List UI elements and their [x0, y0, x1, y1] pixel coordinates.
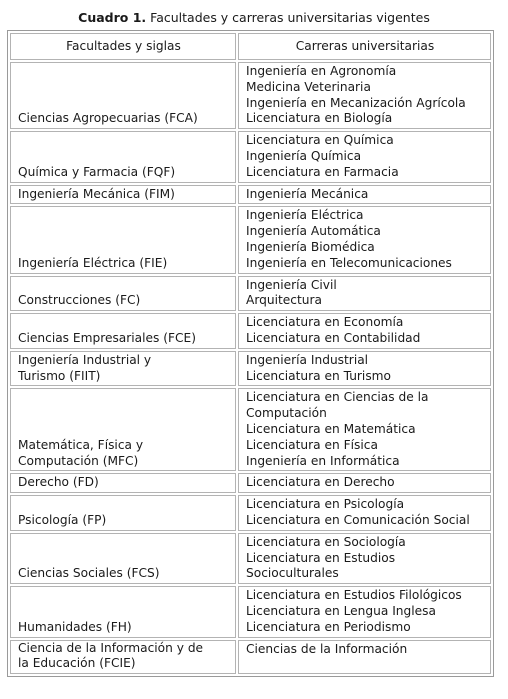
- career-name: Licenciatura en Farmacia: [246, 164, 399, 179]
- faculty-name: Computación (MFC): [18, 453, 139, 468]
- faculty-name: Química y Farmacia (FQF): [18, 164, 176, 179]
- career-name: Ciencias de la Información: [246, 641, 408, 656]
- table-container: [7, 30, 494, 677]
- career-name: Ingeniería Mecánica: [246, 186, 369, 201]
- table-row: [10, 313, 491, 349]
- faculty-cell: [10, 473, 236, 493]
- table-row: [10, 533, 491, 584]
- faculty-cell: [10, 388, 236, 471]
- table-row: [10, 131, 491, 182]
- career-name: Licenciatura en Periodismo: [246, 619, 411, 634]
- career-name: Licenciatura en Comunicación Social: [246, 512, 470, 527]
- faculty-cell: [10, 276, 236, 312]
- faculty-cell: [10, 131, 236, 182]
- career-name: Socioculturales: [246, 566, 339, 581]
- faculty-name: Ciencias Agropecuarias (FCA): [18, 111, 198, 126]
- header-faculties: Facultades y siglas: [10, 33, 236, 60]
- faculty-cell: [10, 313, 236, 349]
- faculty-cell: [10, 62, 236, 129]
- faculty-cell: [10, 185, 236, 205]
- faculties-table: [7, 30, 494, 677]
- career-name: Ingeniería Industrial: [246, 352, 369, 367]
- caption-label: Cuadro 1.: [78, 10, 147, 25]
- faculty-name: Psicología (FP): [18, 512, 107, 527]
- careers-cell: [238, 640, 491, 675]
- table-row: [10, 388, 491, 471]
- career-name: Medicina Veterinaria: [246, 79, 371, 94]
- careers-cell: [238, 313, 491, 349]
- faculty-cell: [10, 640, 236, 675]
- career-name: Ingeniería en Agronomía: [246, 64, 397, 78]
- header-careers: Carreras universitarias: [238, 33, 491, 60]
- table-row: [10, 640, 491, 675]
- career-name: Licenciatura en Turismo: [246, 368, 391, 383]
- table-caption: [0, 0, 508, 25]
- careers-cell: [238, 276, 491, 312]
- careers-cell: [238, 495, 491, 531]
- career-name: Ingeniería en Telecomunicaciones: [246, 255, 452, 270]
- career-name: Licenciatura en Física: [246, 437, 378, 452]
- faculty-cell: [10, 586, 236, 637]
- table-body: [10, 62, 491, 674]
- caption-text: Facultades y carreras universitarias vigentes: [150, 10, 430, 25]
- careers-cell: [238, 586, 491, 637]
- career-name: Licenciatura en Economía: [246, 315, 404, 330]
- career-name: Ingeniería Automática: [246, 224, 381, 239]
- table-row: [10, 206, 491, 273]
- career-name: Ingeniería en Mecanización Agrícola: [246, 95, 466, 110]
- faculty-name: Ingeniería Eléctrica (FIE): [18, 255, 168, 270]
- faculty-cell: [10, 351, 236, 387]
- career-name: Licenciatura en Contabilidad: [246, 330, 421, 345]
- faculty-name: Ciencias Sociales (FCS): [18, 566, 160, 581]
- careers-cell: [238, 62, 491, 129]
- career-name: Licenciatura en Ciencias de la: [246, 390, 429, 405]
- career-name: Licenciatura en Estudios: [246, 550, 396, 565]
- career-name: Ingeniería Química: [246, 148, 362, 163]
- faculty-cell: [10, 495, 236, 531]
- careers-cell: [238, 131, 491, 182]
- faculty-name: la Educación (FCIE): [18, 656, 136, 671]
- career-name: Licenciatura en Estudios Filológicos: [246, 588, 462, 603]
- career-name: Ingeniería en Informática: [246, 453, 400, 468]
- faculty-name: Ingeniería Mecánica (FIM): [18, 186, 175, 201]
- career-name: Licenciatura en Sociología: [246, 534, 406, 549]
- faculty-cell: [10, 533, 236, 584]
- career-name: Licenciatura en Lengua Inglesa: [246, 603, 436, 618]
- career-name: Ingeniería Civil: [246, 277, 337, 292]
- table-row: [10, 473, 491, 493]
- table-row: [10, 495, 491, 531]
- faculty-name: Construcciones (FC): [18, 293, 141, 308]
- faculty-name: Matemática, Física y: [18, 437, 144, 452]
- table-row: [10, 351, 491, 387]
- career-name: Ingeniería Biomédica: [246, 239, 375, 254]
- career-name: Computación: [246, 406, 327, 421]
- faculty-name: Ciencia de la Información y de: [18, 640, 204, 655]
- careers-cell: [238, 533, 491, 584]
- career-name: Ingeniería Eléctrica: [246, 208, 364, 223]
- faculty-name: Turismo (FIIT): [18, 368, 101, 383]
- career-name: Licenciatura en Psicología: [246, 497, 405, 512]
- table-row: [10, 185, 491, 205]
- faculty-name: Ciencias Empresariales (FCE): [18, 330, 196, 345]
- careers-cell: [238, 206, 491, 273]
- table-row: [10, 276, 491, 312]
- table-header-row: [10, 33, 491, 60]
- career-name: Licenciatura en Matemática: [246, 421, 416, 436]
- faculty-name: Ingeniería Industrial y: [18, 352, 152, 367]
- table-row: [10, 586, 491, 637]
- table-row: [10, 62, 491, 129]
- career-name: Licenciatura en Química: [246, 133, 394, 148]
- career-name: Arquitectura: [246, 293, 322, 308]
- faculty-name: Humanidades (FH): [18, 619, 132, 634]
- careers-cell: [238, 473, 491, 493]
- career-name: Licenciatura en Biología: [246, 111, 393, 126]
- career-name: Licenciatura en Derecho: [246, 475, 395, 490]
- careers-cell: [238, 351, 491, 387]
- faculty-name: Derecho (FD): [18, 475, 99, 490]
- faculty-cell: [10, 206, 236, 273]
- careers-cell: [238, 388, 491, 471]
- careers-cell: [238, 185, 491, 205]
